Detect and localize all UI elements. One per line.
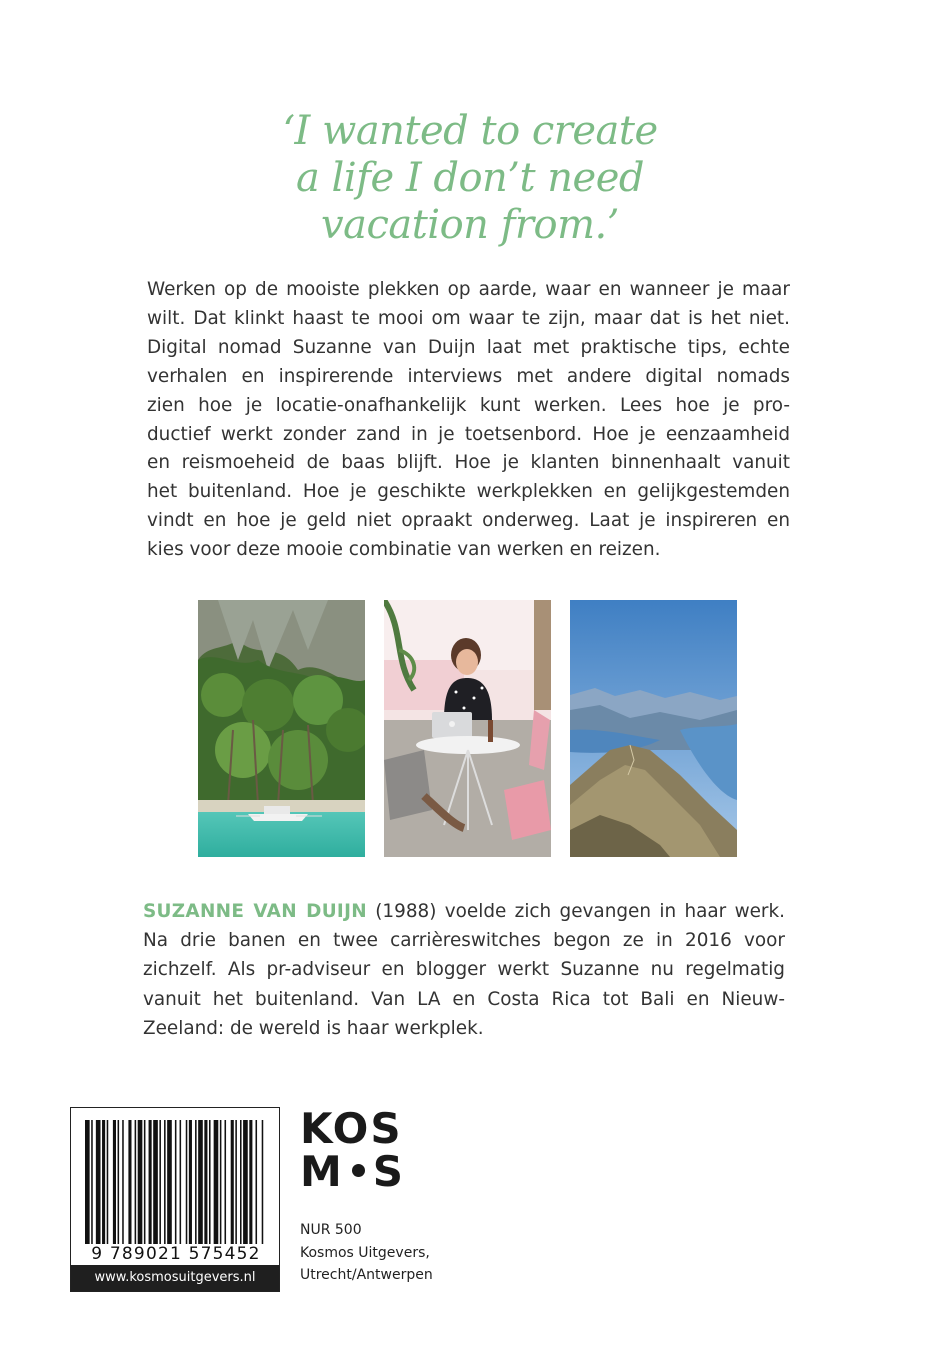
photo-mountain-lake: [570, 600, 737, 857]
blurb-line: wilt. Dat klinkt haast te mooi om waar te zijn, maar dat is het niet.: [147, 307, 790, 329]
blurb-line: vindt en hoe je geld niet opraakt onderweg. Laat je inspireren en: [147, 510, 790, 532]
blurb-line: Werken op de mooiste plekken op aarde, waar en wanneer je maar: [147, 279, 790, 300]
blurb-line: en reismoeheid de baas blijft. Hoe je klanten binnenhaalt vanuit: [147, 452, 790, 474]
logo-row-1: KOS: [300, 1104, 403, 1153]
logo-dot-icon: [352, 1164, 365, 1177]
photo-tropical-beach: [198, 600, 365, 857]
bio-line: (1988) voelde zich gevangen in haar werk.: [366, 901, 785, 922]
quote-line-1: ‘I wanted to create: [282, 108, 658, 154]
logo-letter-s: S: [372, 1147, 406, 1196]
barcode-box: [70, 1107, 280, 1292]
quote-line-2: a life I don’t need: [295, 155, 645, 201]
publisher-info: [300, 1219, 433, 1287]
book-blurb: [147, 276, 790, 565]
blurb-line: verhalen en inspirerende interviews met andere digital nomads: [147, 365, 790, 387]
bio-line: zichzelf. Als pr-adviseur en blogger werkt Suzanne nu regelmatig: [143, 959, 785, 981]
quote-line-3: vacation from.’: [321, 202, 619, 248]
publisher-name: Kosmos Uitgevers,: [300, 1244, 430, 1261]
kosmos-logo: [300, 1104, 406, 1196]
photo-cafe-laptop: [384, 600, 551, 857]
bio-first-line: [143, 897, 785, 926]
bio-line: Zeeland: de wereld is haar werkplek.: [143, 1017, 484, 1039]
blurb-line: ductief werkt zonder zand in je toetsenbord. Hoe je eenzaamheid: [147, 423, 790, 445]
author-bio: [143, 897, 785, 1043]
publisher-location: Utrecht/Antwerpen: [300, 1267, 433, 1283]
publisher-url[interactable]: www.kosmosuitgevers.nl: [71, 1265, 279, 1291]
blurb-line: Digital nomad Suzanne van Duijn laat met praktische tips, echte: [147, 336, 790, 358]
blurb-line: het buitenland. Hoe je geschikte werkplekken en gelijkgestemden: [147, 481, 790, 503]
barcode-icon: [85, 1120, 267, 1255]
logo-letter-m: M: [300, 1147, 344, 1196]
blurb-line: zien hoe je locatie-onafhankelijk kunt werken. Lees hoe je pro-: [147, 394, 790, 416]
bio-line: Na drie banen en twee carrièreswitches begon ze in 2016 voor: [143, 930, 785, 952]
bio-line: vanuit het buitenland. Van LA en Costa Rica tot Bali en Nieuw-: [143, 988, 785, 1010]
blurb-line: kies voor deze mooie combinatie van werken en reizen.: [147, 539, 661, 561]
pull-quote: [0, 108, 940, 249]
logo-row-2: [300, 1147, 406, 1196]
author-name: SUZANNE VAN DUIJN: [143, 901, 367, 922]
nur-code: NUR 500: [300, 1222, 362, 1238]
isbn-number: 9 789021 575452: [81, 1244, 271, 1264]
